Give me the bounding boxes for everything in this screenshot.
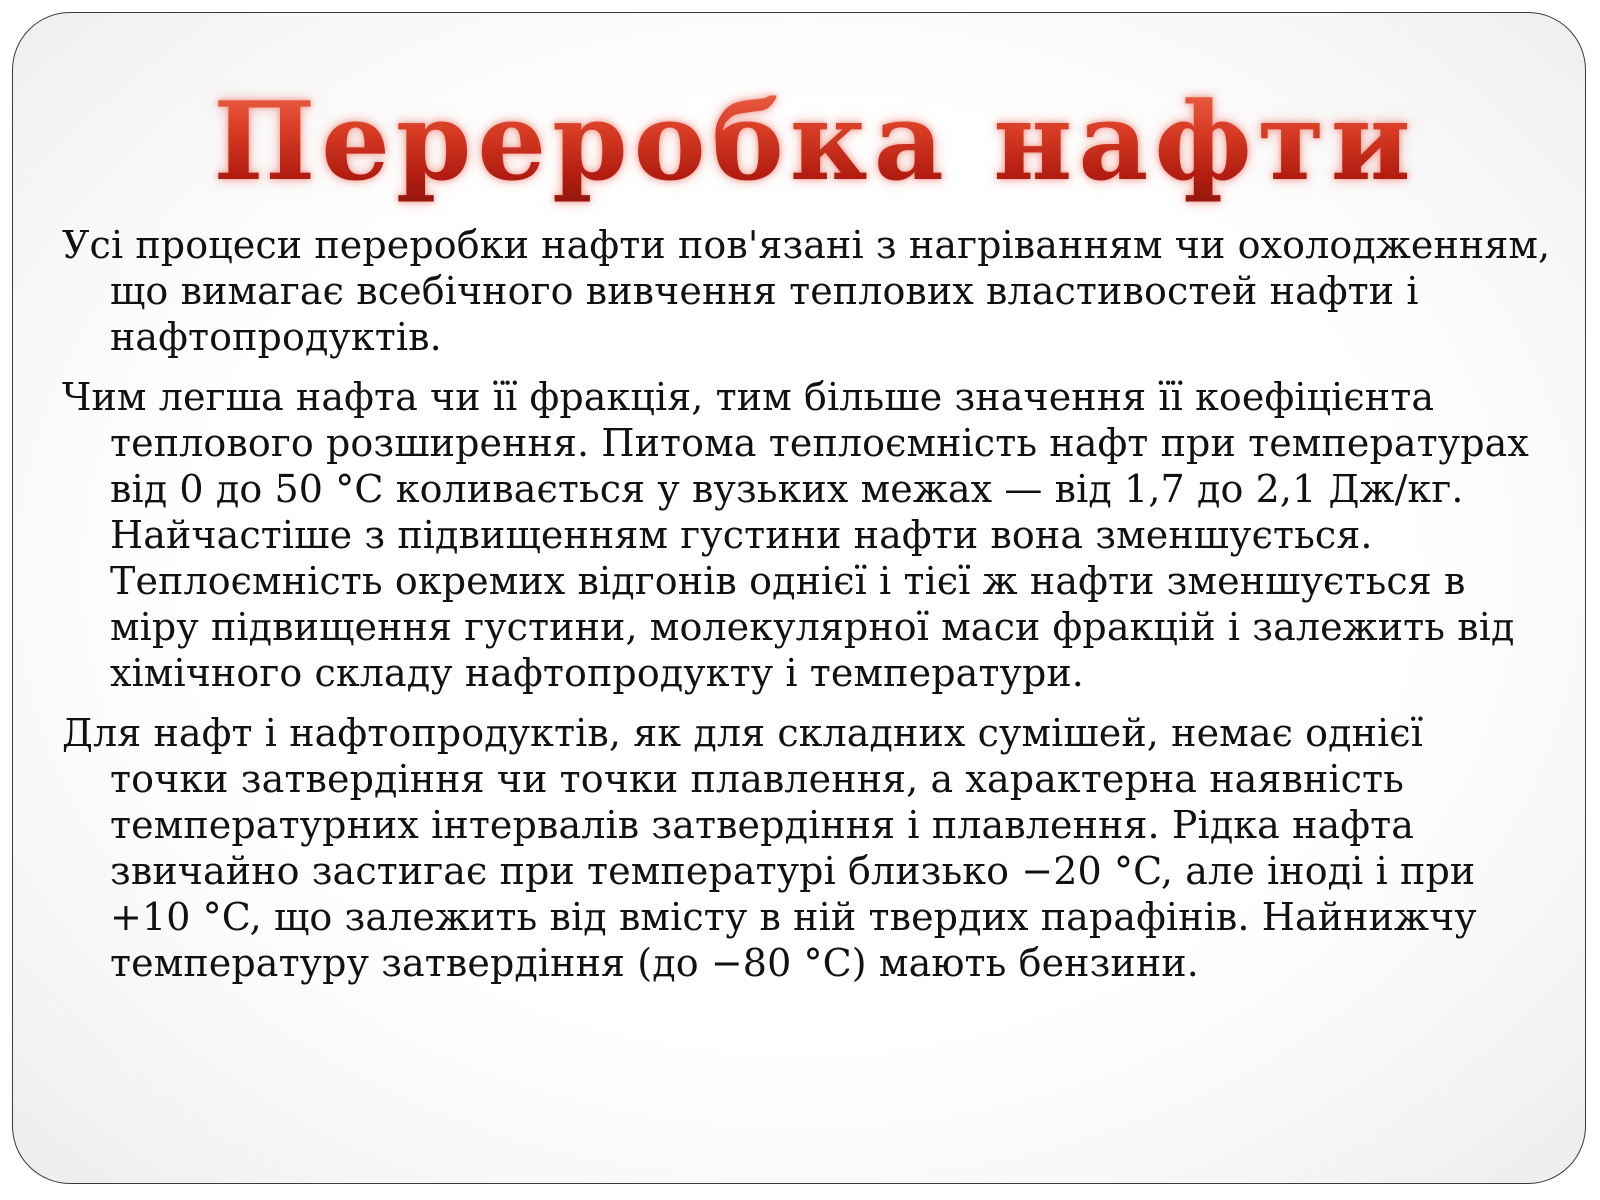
paragraph-heat-capacity: Чим легша нафта чи її фракція, тим більше значення її коефіцієнта теплового розширення. Питома теплоємність нафт при температурах від 0 до 50 °C коливається у вузьких межах — від 1,7 до 2,1 Дж/кг. Найчастіше з підвищенням густини нафти вона зменшується. Теплоємність окремих відгонів однієї і тієї ж нафти зменшується в міру підвищення густини, молекулярної маси фракцій і залежить від хімічного складу нафтопродукту і температури. <box>62 375 1529 695</box>
paragraph-thermal-processes: Усі процеси переробки нафти пов'язані з нагріванням чи охолодженням, що вимагає всебічного вивчення теплових властивостей нафти і нафтопродуктів. <box>62 223 1551 359</box>
paragraph-solidification: Для нафт і нафтопродуктів, як для складних сумішей, немає однієї точки затвердіння чи точки плавлення, а характерна наявність температурних інтервалів затвердіння і плавлення. Рідка нафта звичайно застигає при температурі близько −20 °C, але іноді і при +10 °C, що залежить від вмісту в ній твердих парафінів. Найнижчу температуру затвердіння (до −80 °C) мають бензини. <box>62 711 1477 985</box>
slide-title: Переробка нафти <box>0 78 1600 208</box>
slide-body <box>62 222 1552 1000</box>
